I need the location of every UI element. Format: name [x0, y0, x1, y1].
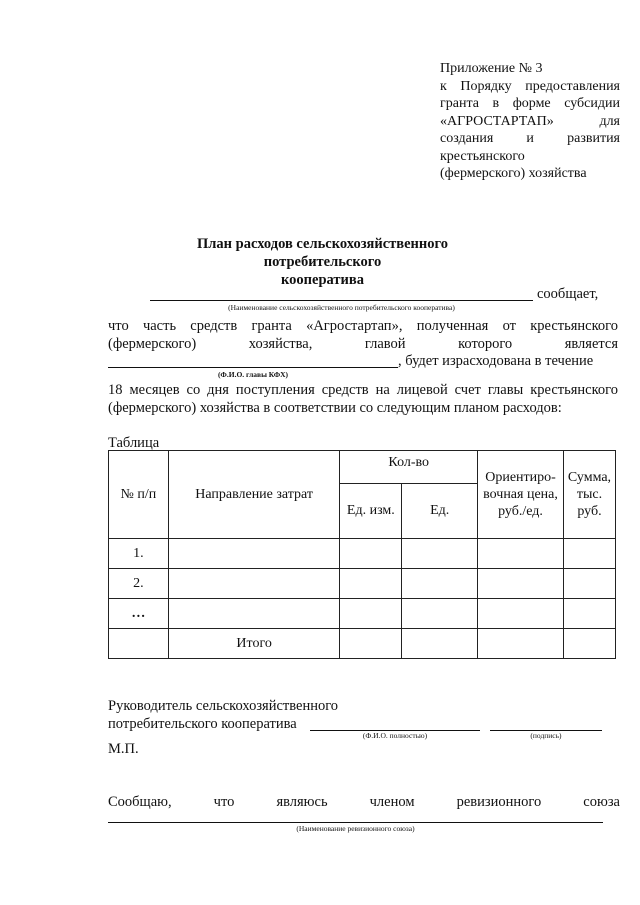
- coop-name-line[interactable]: [150, 299, 533, 301]
- header-num: № п/п: [109, 451, 169, 539]
- caption-sign: (подпись): [530, 731, 562, 740]
- cell-unit-measure[interactable]: [340, 539, 402, 569]
- caption-head: (Ф.И.О. главы КФХ): [217, 370, 289, 379]
- will-be-spent: , будет израсходована в течение: [398, 353, 594, 369]
- cell-direction[interactable]: [168, 599, 340, 629]
- paragraph-line-1: что часть средств гранта «Агростартап», полученная от крестьянского: [108, 318, 618, 334]
- total-units[interactable]: [402, 629, 478, 659]
- cell-direction[interactable]: [168, 539, 340, 569]
- paragraph-line-4: (фермерского) хозяйства в соответствии со следующим планом расходов:: [108, 400, 562, 416]
- cell-sum[interactable]: [563, 539, 615, 569]
- cell-units[interactable]: [402, 539, 478, 569]
- table-row: [109, 599, 616, 629]
- paragraph-line-3: 18 месяцев со дня поступления средств на лицевой счет главы крестьянского: [108, 382, 618, 398]
- declaration-line: Сообщаю, что являюсь членом ревизионного союза: [108, 794, 620, 810]
- caption-union: (Наименование ревизионного союза): [296, 824, 415, 833]
- cell-units[interactable]: [402, 599, 478, 629]
- total-label: Итого: [168, 629, 340, 659]
- row-num: 1.: [109, 539, 169, 569]
- header-qty: Кол-во: [340, 451, 478, 484]
- appendix-line-4: «АГРОСТАРТАП» для: [440, 113, 620, 129]
- row-num: 2.: [109, 569, 169, 599]
- title-line-1: План расходов сельскохозяйственного потребительского: [197, 236, 448, 270]
- reports-word: сообщает,: [537, 286, 599, 302]
- header-direction: Направление затрат: [168, 451, 340, 539]
- cell-unit-measure[interactable]: [340, 599, 402, 629]
- appendix-line-1: Приложение № 3: [440, 61, 543, 76]
- union-name-line[interactable]: [108, 821, 603, 823]
- cell-sum[interactable]: [563, 599, 615, 629]
- caption-coop: (Наименование сельскохозяйственного потребительского кооператива): [228, 303, 455, 312]
- cell-price[interactable]: [478, 569, 564, 599]
- row-num: …: [109, 599, 169, 629]
- expense-table: [108, 450, 616, 659]
- appendix-block: [440, 60, 620, 183]
- head-title-line-1: Руководитель сельскохозяйственного: [108, 698, 339, 714]
- appendix-line-3: гранта в форме субсидии: [440, 96, 620, 111]
- cell-sum[interactable]: [563, 569, 615, 599]
- cell-units[interactable]: [402, 569, 478, 599]
- appendix-line-2: к Порядку предоставления: [440, 78, 620, 94]
- table-row: [109, 539, 616, 569]
- cell-price[interactable]: [478, 539, 564, 569]
- total-num-cell: [109, 629, 169, 659]
- cell-unit-measure[interactable]: [340, 569, 402, 599]
- paragraph-line-2: (фермерского) хозяйства, главой которого является: [108, 336, 618, 352]
- cell-direction[interactable]: [168, 569, 340, 599]
- header-sum: Сумма, тыс. руб.: [563, 451, 615, 539]
- appendix-line-5: создания и развития: [440, 131, 620, 146]
- header-price: Ориентиро-вочная цена, руб./ед.: [478, 451, 564, 539]
- title-line-2: кооператива: [281, 272, 364, 288]
- table-total-row: [109, 629, 616, 659]
- caption-fio: (Ф.И.О. полностью): [362, 731, 428, 740]
- head-name-line[interactable]: [108, 366, 398, 368]
- total-sum[interactable]: [563, 629, 615, 659]
- cell-price[interactable]: [478, 599, 564, 629]
- head-title-line-2: потребительского кооператива: [108, 716, 297, 732]
- table-row: [109, 569, 616, 599]
- total-price[interactable]: [478, 629, 564, 659]
- header-unit-measure: Ед. изм.: [340, 484, 402, 539]
- stamp-mark: М.П.: [108, 741, 139, 757]
- table-caption: Таблица: [108, 435, 160, 451]
- header-units: Ед.: [402, 484, 478, 539]
- appendix-line-7: (фермерского) хозяйства: [440, 166, 587, 181]
- document-title: [150, 235, 495, 289]
- appendix-line-6: крестьянского: [440, 148, 525, 164]
- total-unit-measure[interactable]: [340, 629, 402, 659]
